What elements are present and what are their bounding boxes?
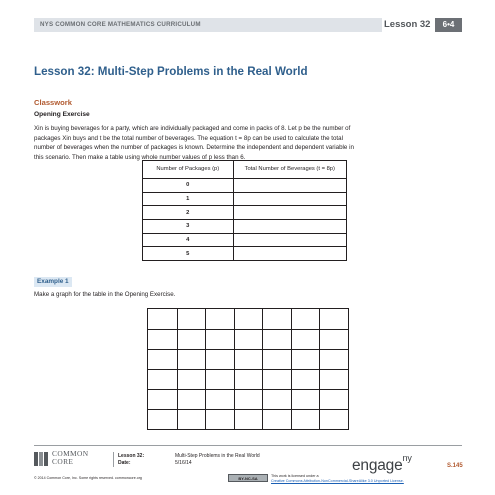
license-notice — [271, 474, 404, 484]
page-header — [34, 18, 462, 32]
paragraph-line: packages Xin buys and t be the total number of beverages. The equation t = 8p can be used to calculate the total — [34, 134, 343, 142]
paragraph-line: this scenario. Then make a table using whole number values of p less than 6. — [34, 153, 246, 161]
copyright-notice: © 2014 Common Core, Inc. Some rights reserved. commoncore.org — [34, 476, 142, 480]
table-cell-p: 0 — [143, 179, 234, 193]
classwork-label: Classwork — [34, 98, 72, 107]
example-1-text: Make a graph for the table in the Opening Exercise. — [34, 291, 176, 298]
common-core-logo-text — [52, 450, 88, 465]
paragraph-line: number of beverages when the number of packages is known. Determine the independent and dependent variable in — [34, 144, 354, 151]
graph-grid[interactable] — [147, 308, 349, 430]
license-link[interactable]: Creative Commons Attribution-NonCommercial-ShareAlike 3.0 Unported License. — [271, 479, 404, 483]
grid-line-horizontal — [148, 409, 348, 410]
table-header-packages: Number of Packages (p) — [143, 161, 234, 179]
footer-date: 5/16/14 — [175, 460, 192, 466]
common-core-logo-icon — [34, 452, 49, 466]
table-cell-t[interactable] — [233, 247, 346, 261]
paragraph-line: Xin is buying beverages for a party, which are individually packaged and come in packs of 8. Let p be the number of — [34, 125, 351, 132]
grid-line-horizontal — [148, 349, 348, 350]
grade-module-badge: 6•4 — [435, 18, 462, 32]
page-title: Lesson 32: Multi-Step Problems in the Real World — [34, 65, 308, 78]
packages-table — [142, 160, 347, 261]
grid-line-horizontal — [148, 369, 348, 370]
header-lesson: Lesson 32 — [384, 19, 431, 30]
table-cell-p: 2 — [143, 206, 234, 220]
table-header-row — [143, 161, 347, 179]
footer-meta-values — [175, 453, 260, 467]
curriculum-name: NYS COMMON CORE MATHEMATICS CURRICULUM — [40, 21, 201, 28]
footer-lesson-title: Multi-Step Problems in the Real World — [175, 453, 260, 459]
table-row — [143, 206, 347, 220]
table-row — [143, 220, 347, 234]
table-cell-p: 3 — [143, 220, 234, 234]
grid-line-horizontal — [148, 389, 348, 390]
table-cell-p: 1 — [143, 192, 234, 206]
table-cell-t[interactable] — [233, 206, 346, 220]
table-cell-t[interactable] — [233, 233, 346, 247]
logo-bar — [39, 452, 43, 466]
grid-line-horizontal — [148, 329, 348, 330]
footer-vertical-divider — [113, 452, 114, 467]
table-header-beverages: Total Number of Beverages (t = 8p) — [233, 161, 346, 179]
table-cell-t[interactable] — [233, 179, 346, 193]
footer-divider — [34, 445, 462, 446]
logo-bar — [34, 452, 38, 466]
engageny-logo — [352, 453, 412, 475]
logo-bar — [44, 452, 48, 466]
table-cell-t[interactable] — [233, 220, 346, 234]
license-intro: This work is licensed under a — [271, 474, 319, 478]
footer-date-label: Date: — [118, 460, 131, 466]
table-row — [143, 233, 347, 247]
table-cell-p: 4 — [143, 233, 234, 247]
footer-meta-labels — [118, 453, 144, 467]
engage-brand-sup: ny — [402, 453, 412, 463]
table-row — [143, 247, 347, 261]
logo-line: CORE — [52, 456, 74, 466]
footer-lesson-label: Lesson 32: — [118, 453, 145, 459]
table-cell-t[interactable] — [233, 192, 346, 206]
table-row — [143, 192, 347, 206]
opening-exercise-heading: Opening Exercise — [34, 111, 90, 118]
page-number: S.145 — [447, 463, 463, 469]
engage-brand: engage — [352, 457, 403, 475]
example-1-label: Example 1 — [34, 277, 72, 287]
opening-exercise-text — [34, 124, 462, 162]
table-cell-p: 5 — [143, 247, 234, 261]
creative-commons-badge-icon: BY-NC-SA — [228, 474, 268, 482]
logo-line: COMMON — [52, 449, 89, 458]
table-row — [143, 179, 347, 193]
